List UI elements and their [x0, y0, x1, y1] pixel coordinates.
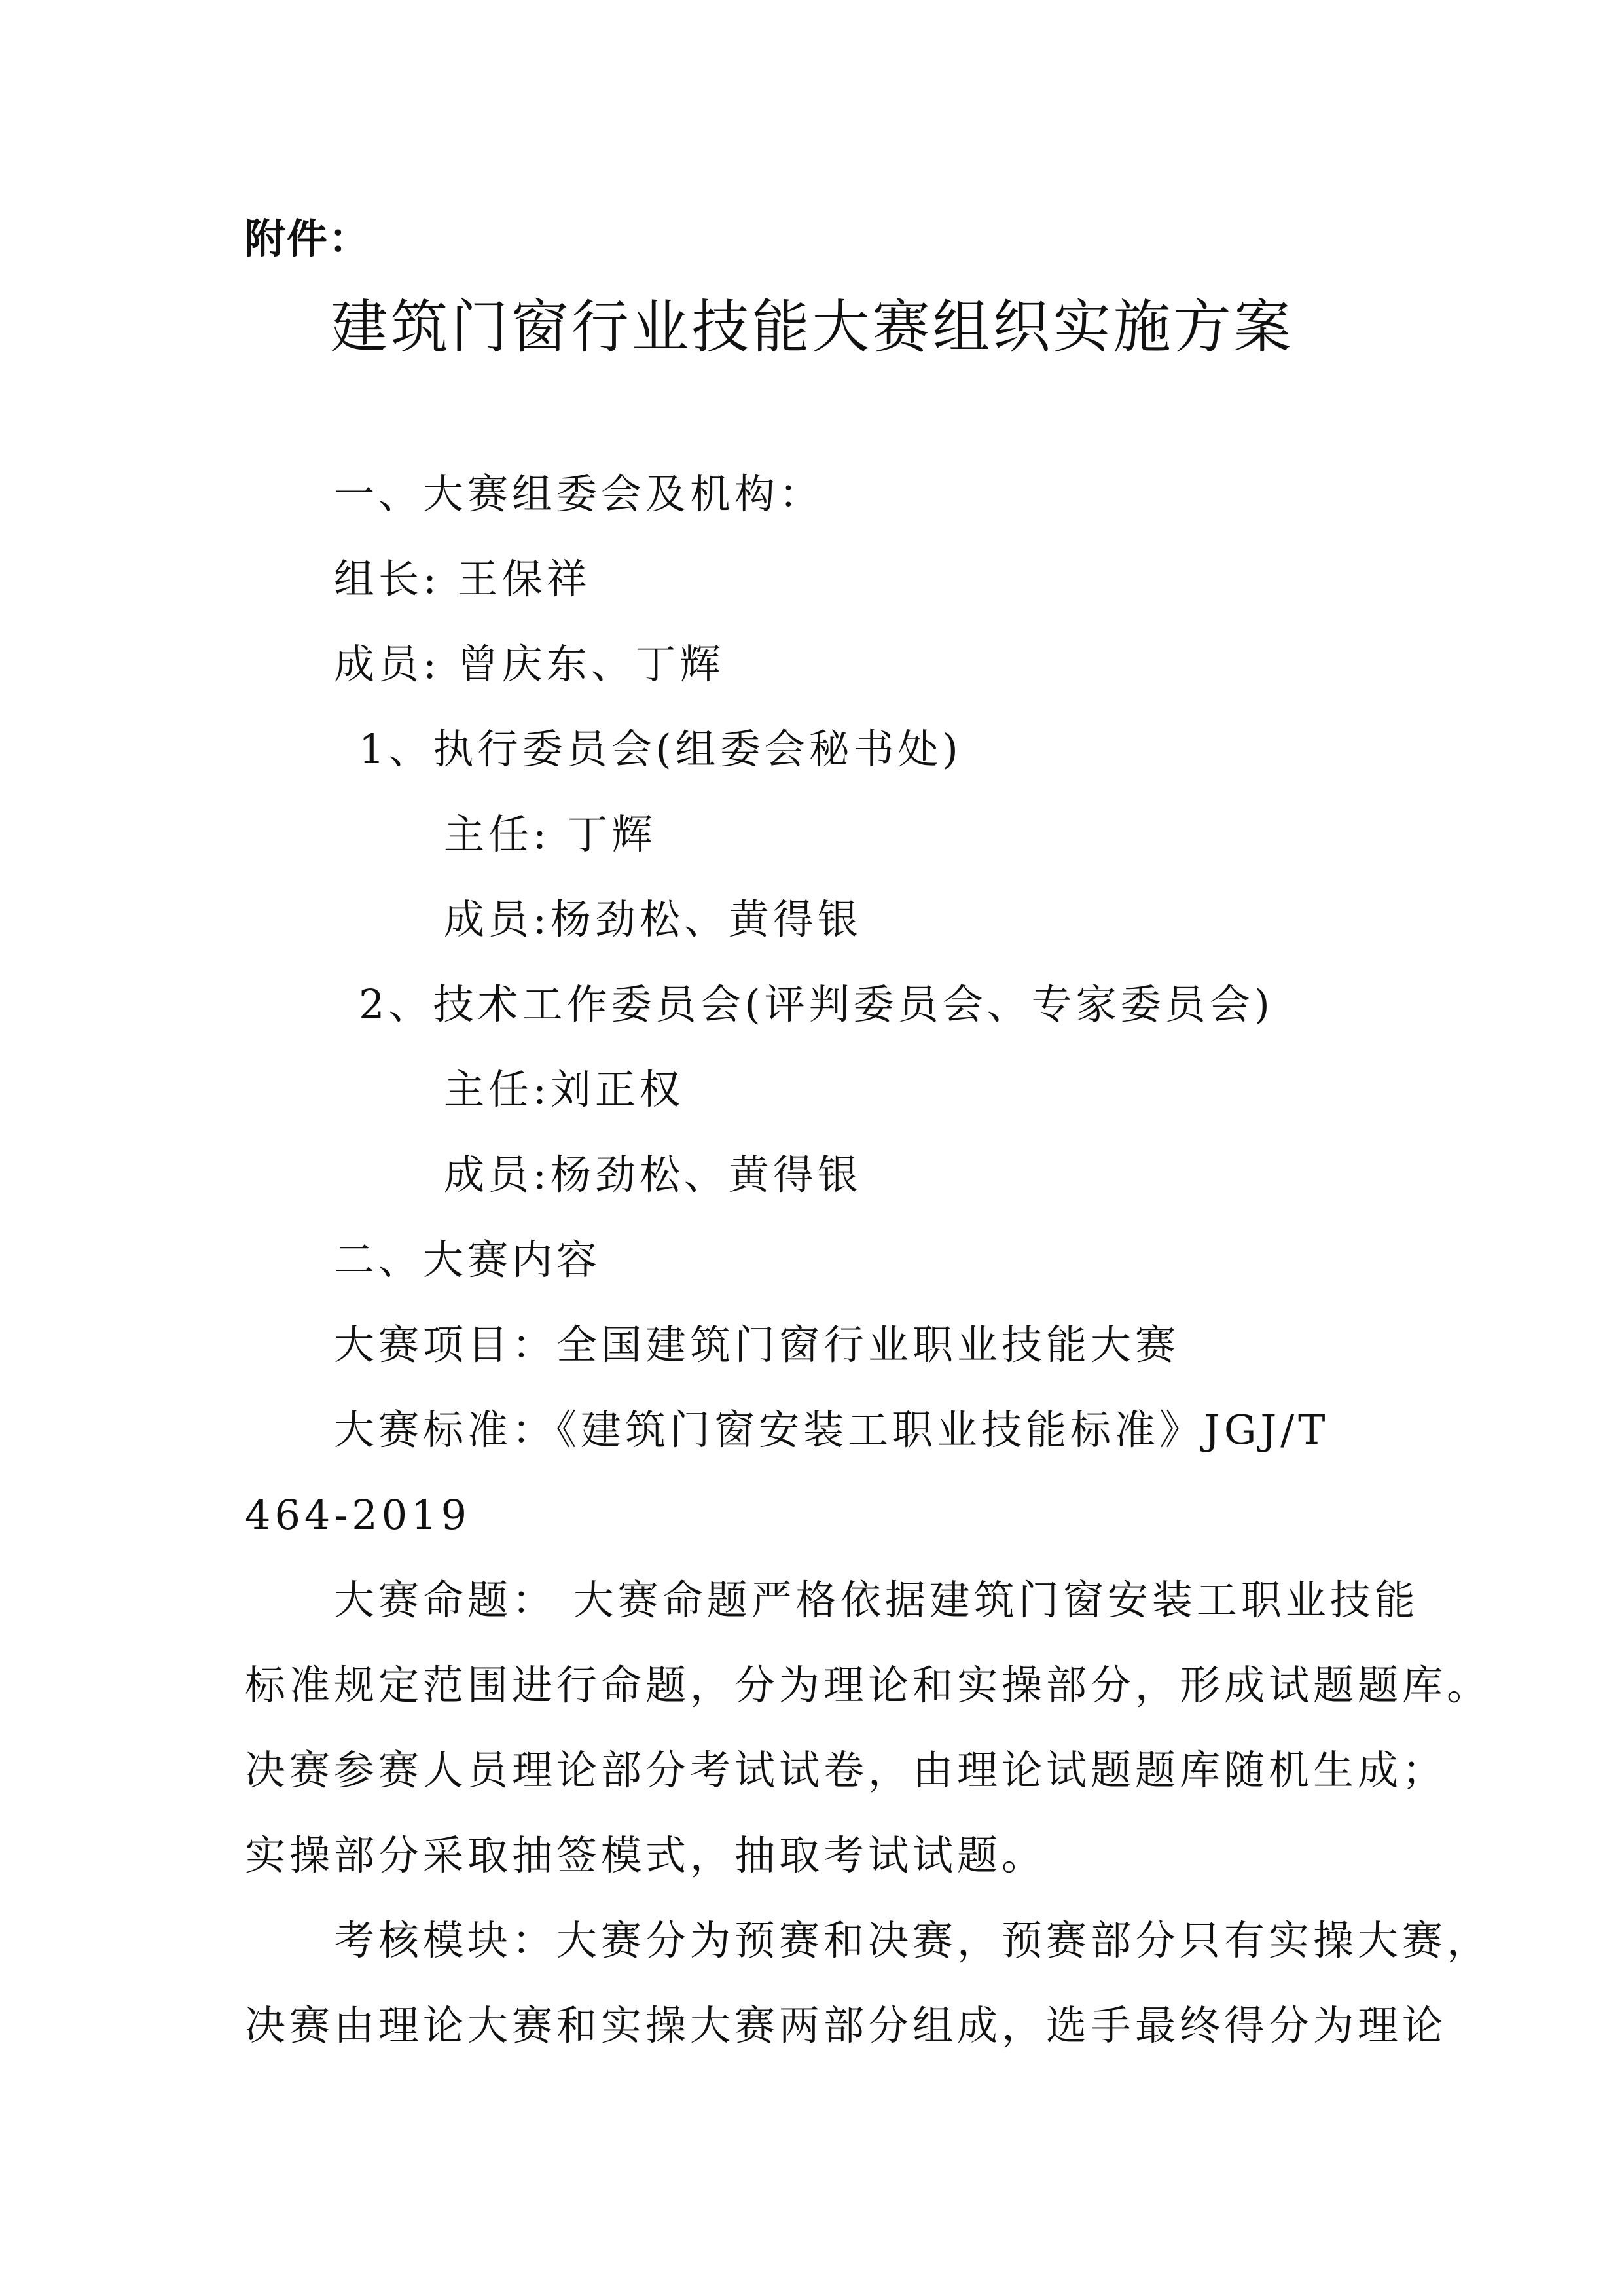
section-heading: 一、大赛组委会及机构： — [334, 470, 824, 518]
section-heading: 二、大赛内容 — [334, 1236, 602, 1283]
text-line: 成员: 曾庆东、丁辉 — [334, 640, 725, 688]
text-line: 大赛项目：全国建筑门窗行业职业技能大赛 — [334, 1321, 1180, 1369]
subsection-heading: 1、执行委员会(组委会秘书处) — [359, 725, 962, 773]
text-line: 成员:杨劲松、黄得银 — [444, 895, 862, 943]
text-line: 主任: 丁辉 — [444, 810, 657, 858]
paragraph-line: 决赛由理论大赛和实操大赛两部分组成，选手最终得分为理论 — [245, 2001, 1447, 2049]
paragraph-line: 实操部分采取抽签模式，抽取考试试题。 — [245, 1831, 1047, 1879]
paragraph-line: 考核模块：大赛分为预赛和决赛，预赛部分只有实操大赛， — [334, 1916, 1492, 1964]
paragraph-line: 标准规定范围进行命题，分为理论和实操部分，形成试题题库。 — [245, 1661, 1492, 1709]
text-line: 组长: 王保祥 — [334, 555, 591, 603]
text-line: 464-2019 — [245, 1491, 471, 1539]
text-line: 成员:杨劲松、黄得银 — [444, 1151, 862, 1198]
paragraph-line: 决赛参赛人员理论部分考试试卷，由理论试题题库随机生成； — [245, 1746, 1447, 1794]
text-line: 大赛标准：《建筑门窗安装工职业技能标准》JGJ/T — [334, 1406, 1329, 1454]
document-title: 建筑门窗行业技能大赛组织实施方案 — [330, 293, 1294, 361]
paragraph-line: 大赛命题： 大赛命题严格依据建筑门窗安装工职业技能 — [334, 1576, 1419, 1624]
subsection-heading: 2、技术工作委员会(评判委员会、专家委员会) — [359, 980, 1274, 1028]
attachment-label: 附件： — [245, 215, 371, 262]
text-line: 主任:刘正权 — [444, 1066, 684, 1113]
